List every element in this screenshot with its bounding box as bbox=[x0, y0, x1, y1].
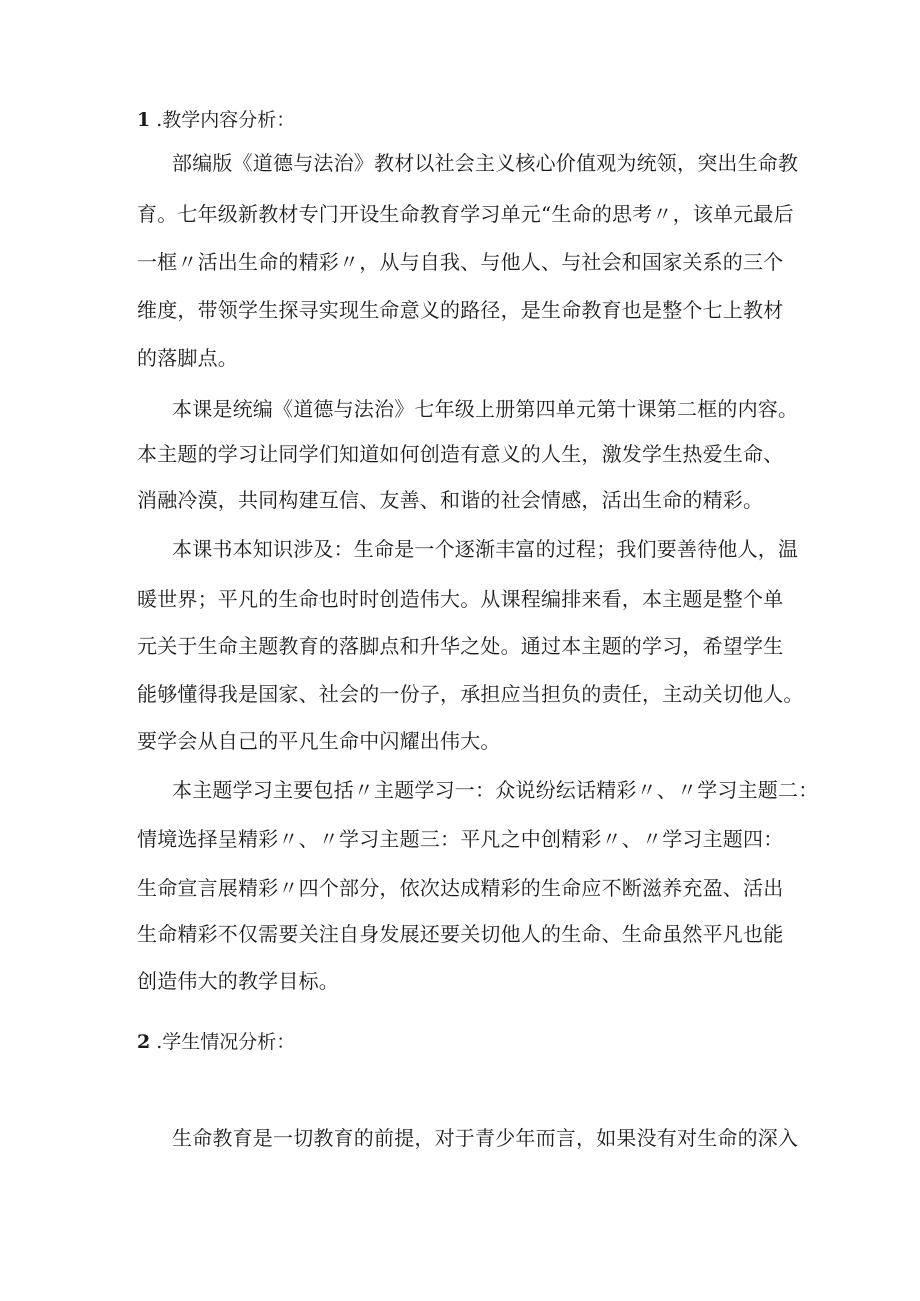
paragraph-line: 暖世界；平凡的生命也时时创造伟大。从课程编排来看，本主题是整个单 bbox=[137, 587, 784, 611]
paragraph-line: 能够懂得我是国家、社会的一份子，承担应当担负的责任，主动关切他人。 bbox=[137, 682, 804, 706]
paragraph-line: 消融冷漠，共同构建互信、友善、和谐的社会情感，活出生命的精彩。 bbox=[137, 488, 764, 512]
paragraph-line: 维度，带领学生探寻实现生命意义的路径，是生命教育也是整个七上教材 bbox=[137, 298, 784, 322]
paragraph-line: 要学会从自己的平凡生命中闪耀出伟大。 bbox=[137, 729, 501, 753]
paragraph-line: 本课书本知识涉及：生命是一个逐渐丰富的过程；我们要善待他人，温 bbox=[172, 537, 799, 561]
paragraph-line: 的落脚点。 bbox=[137, 346, 238, 370]
section-heading-1 bbox=[137, 108, 295, 132]
section-heading-2 bbox=[137, 1030, 295, 1054]
section-title: .教学内容分析： bbox=[156, 109, 296, 131]
paragraph-line: 本主题的学习让同学们知道如何创造有意义的人生，激发学生热爱生命、 bbox=[137, 442, 784, 466]
paragraph-line: 情境选择呈精彩〃、〃学习主题三：平凡之中创精彩〃、〃学习主题四： bbox=[137, 827, 784, 851]
paragraph-line: 生命教育是一切教育的前提，对于青少年而言，如果没有对生命的深入 bbox=[172, 1126, 799, 1150]
paragraph-line: 部编版《道德与法治》教材以社会主义核心价值观为统领，突出生命教 bbox=[172, 151, 799, 175]
paragraph-line: 一框〃活出生命的精彩〃，从与自我、与他人、与社会和国家关系的三个 bbox=[137, 250, 784, 274]
paragraph-line: 元关于生命主题教育的落脚点和升华之处。通过本主题的学习，希望学生 bbox=[137, 634, 784, 658]
paragraph-line: 生命精彩不仅需要关注自身发展还要关切他人的生命、生命虽然平凡也能 bbox=[137, 922, 784, 946]
paragraph-line: 育。七年级新教材专门开设生命教育学习单元“生命的思考〃，该单元最后 bbox=[137, 202, 794, 226]
paragraph-line: 创造伟大的教学目标。 bbox=[137, 969, 339, 993]
section-number: 2 bbox=[137, 1031, 151, 1053]
paragraph-line: 生命宣言展精彩〃四个部分，依次达成精彩的生命应不断滋养充盈、活出 bbox=[137, 876, 784, 900]
paragraph-line: 本主题学习主要包括〃主题学习一：众说纷纭话精彩〃、〃学习主题二： bbox=[172, 778, 819, 802]
section-number: 1 bbox=[137, 109, 151, 131]
section-title: .学生情况分析： bbox=[156, 1031, 296, 1053]
paragraph-line: 本课是统编《道德与法治》七年级上册第四单元第十课第二框的内容。 bbox=[172, 397, 799, 421]
